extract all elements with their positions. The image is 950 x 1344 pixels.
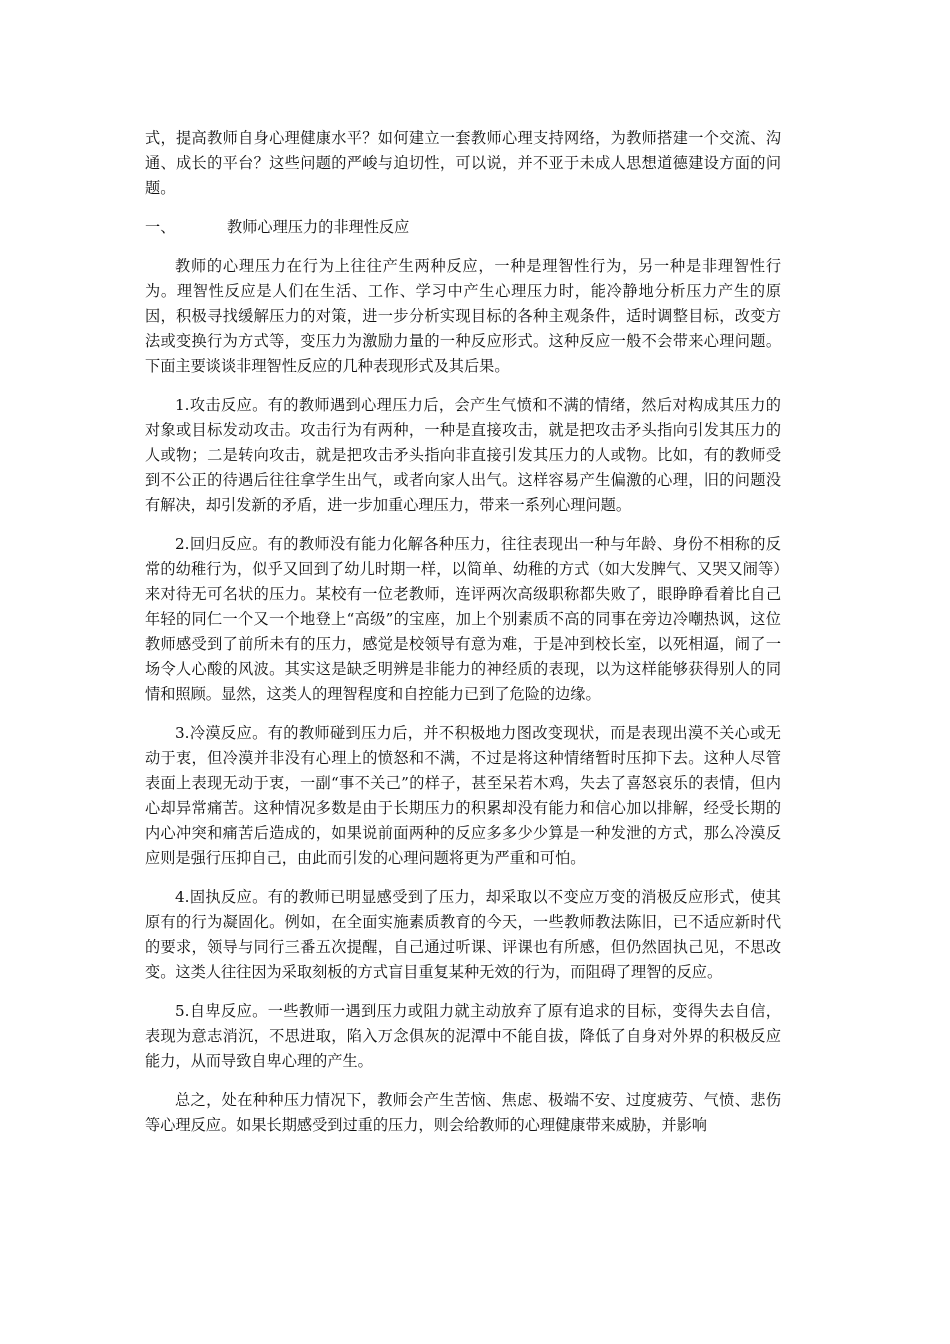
document-body (145, 126, 781, 1138)
body-paragraph: 教师的心理压力在行为上往往产生两种反应，一种是理智性行为，另一种是非理智性行为。理智性反应是人们在生活、工作、学习中产生心理压力时，能冷静地分析压力产生的原因，积极寻找缓解压力的对策，进一步分析实现目标的各种主观条件，适时调整目标，改变方法或变换行为方式等，变压力为激励力量的一种反应形式。这种反应一般不会带来心理问题。下面主要谈谈非理智性反应的几种表现形式及其后果。 (145, 257, 781, 375)
section-title: 教师心理压力的非理性反应 (227, 218, 410, 236)
body-paragraph: 3.冷漠反应。有的教师碰到压力后，并不积极地力图改变现状，而是表现出漠不关心或无动于衷，但冷漠并非没有心理上的愤怒和不满，不过是将这种情绪暂时压抑下去。这种人尽管表面上表现无动于衷，一副“事不关己”的样子，甚至呆若木鸡，失去了喜怒哀乐的表情，但内心却异常痛苦。这种情况多数是由于长期压力的积累却没有能力和信心加以排解，经受长期的内心冲突和痛苦后造成的，如果说前面两种的反应多多少少算是一种发泄的方式，那么冷漠反应则是强行压抑自己，由此而引发的心理问题将更为严重和可怕。 (145, 724, 781, 867)
body-paragraph: 2.回归反应。有的教师没有能力化解各种压力，往往表现出一种与年龄、身份不相称的反常的幼稚行为，似乎又回到了幼儿时期一样，以简单、幼稚的方式（如大发脾气、又哭又闹等）来对待无可名状的压力。某校有一位老教师，连评两次高级职称都失败了，眼睁睁看着比自己年轻的同仁一个又一个地登上“高级”的宝座，加上个别素质不高的同事在旁边冷嘲热讽，这位教师感受到了前所未有的压力，感觉是校领导有意为难，于是冲到校长室，以死相逼，闹了一场令人心酸的风波。其实这是缺乏明辨是非能力的神经质的表现，以为这样能够获得别人的同情和照顾。显然，这类人的理智程度和自控能力已到了危险的边缘。 (145, 535, 781, 703)
body-paragraph: 4.固执反应。有的教师已明显感受到了压力，却采取以不变应万变的消极反应形式，使其原有的行为凝固化。例如，在全面实施素质教育的今天，一些教师教法陈旧，已不适应新时代的要求，领导与同行三番五次提醒，自己通过听课、评课也有所感，但仍然固执己见，不思改变。这类人往往因为采取刻板的方式盲目重复某种无效的行为，而阻碍了理智的反应。 (145, 888, 781, 981)
body-paragraph: 总之，处在种种压力情况下，教师会产生苦恼、焦虑、极端不安、过度疲劳、气愤、悲伤等心理反应。如果长期感受到过重的压力，则会给教师的心理健康带来威胁，并影响 (145, 1091, 781, 1134)
body-paragraph: 5.自卑反应。一些教师一遇到压力或阻力就主动放弃了原有追求的目标，变得失去自信，表现为意志消沉，不思进取，陷入万念俱灰的泥潭中不能自拔，降低了自身对外界的积极反应能力，从而导致自卑心理的产生。 (145, 1002, 781, 1070)
section-number: 一、 (145, 218, 176, 236)
body-paragraph: 1.攻击反应。有的教师遇到心理压力后，会产生气愤和不满的情绪，然后对构成其压力的对象或目标发动攻击。攻击行为有两种，一种是直接攻击，就是把攻击矛头指向引发其压力的人或物；二是转向攻击，就是把攻击矛头指向非直接引发其压力的人或物。比如，有的教师受到不公正的待遇后往往拿学生出气，或者向家人出气。这样容易产生偏激的心理，旧的问题没有解决，却引发新的矛盾，进一步加重心理压力，带来一系列心理问题。 (145, 396, 781, 514)
intro-paragraph: 式，提高教师自身心理健康水平？如何建立一套教师心理支持网络，为教师搭建一个交流、沟通、成长的平台？这些问题的严峻与迫切性，可以说，并不亚于未成人思想道德建设方面的问题。 (145, 129, 781, 197)
section-heading (145, 215, 781, 240)
